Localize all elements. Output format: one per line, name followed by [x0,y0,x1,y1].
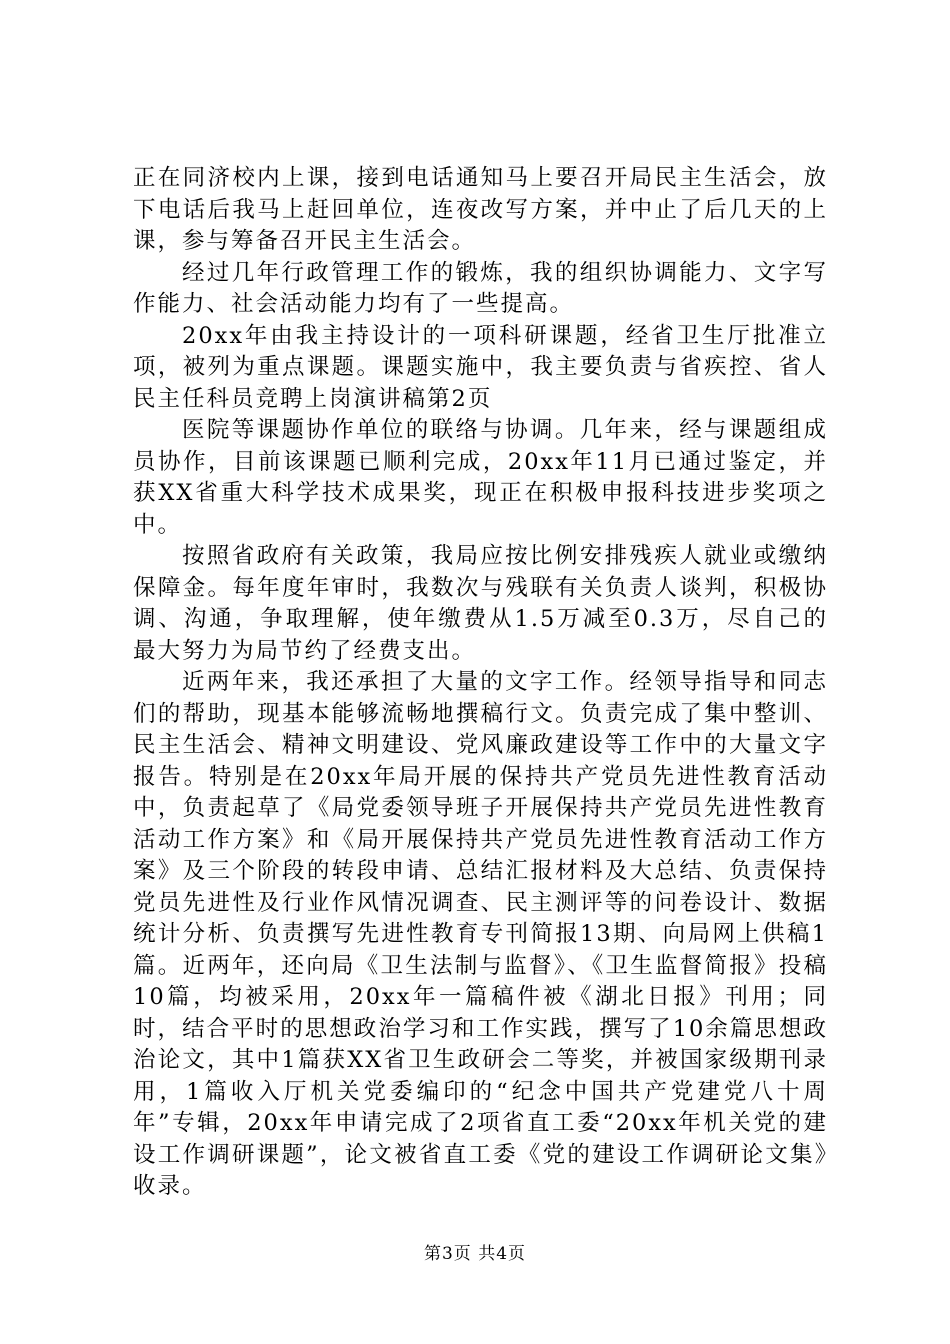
page-footer: 第3页 共4页 [423,1244,527,1264]
paragraph: 正在同济校内上课，接到电话通知马上要召开局民主生活会，放下电话后我马上赶回单位，连夜改写方案，并中止了后几天的上课，参与筹备召开民主生活会。 [133,165,828,254]
document-body [133,163,828,1203]
paragraph: 近两年来，我还承担了大量的文字工作。经领导指导和同志们的帮助，现基本能够流畅地撰稿行文。负责完成了集中整训、民主生活会、精神文明建设、党风廉政建设等工作中的大量文字报告。特别是在20xx年局开展的保持共产党员先进性教育活动中，负责起草了《局党委领导班子开展保持共产党员先进性教育活动工作方案》和《局开展保持共产党员先进性教育活动工作方案》及三个阶段的转段申请、总结汇报材料及大总结、负责保持党员先进性及行业作风情况调查、民主测评等的问卷设计、数据统计分析、负责撰写先进性教育专刊简报13期、向局网上供稿1篇。近两年，还向局《卫生法制与监督》、《卫生监督简报》投稿10篇，均被采用，20xx年一篇稿件被《湖北日报》刊用；同时，结合平时的思想政治学习和工作实践，撰写了10余篇思想政治论文，其中1篇获XX省卫生政研会二等奖，并被国家级期刊录用，1篇收入厅机关党委编印的“纪念中国共产党建党八十周年”专辑，20xx年申请完成了2项省直工委“20xx年机关党的建设工作调研课题”，论文被省直工委《党的建设工作调研论文集》收录。 [133,669,828,1199]
paragraph: 医院等课题协作单位的联络与协调。几年来，经与课题组成员协作，目前该课题已顺利完成，20xx年11月已通过鉴定，并获XX省重大科学技术成果奖，现正在积极申报科技进步奖项之中。 [133,417,828,538]
paragraph: 20xx年由我主持设计的一项科研课题，经省卫生厅批准立项，被列为重点课题。课题实施中，我主要负责与省疾控、省人民主任科员竞聘上岗演讲稿第2页 [133,322,828,412]
paragraph: 按照省政府有关政策，我局应按比例安排残疾人就业或缴纳保障金。每年度年审时，我数次与残联有关负责人谈判，积极协调、沟通，争取理解，使年缴费从1.5万减至0.3万，尽自己的最大努力为局节约了经费支出。 [133,543,828,664]
paragraph: 经过几年行政管理工作的锻炼，我的组织协调能力、文字写作能力、社会活动能力均有了一些提高。 [133,259,828,317]
